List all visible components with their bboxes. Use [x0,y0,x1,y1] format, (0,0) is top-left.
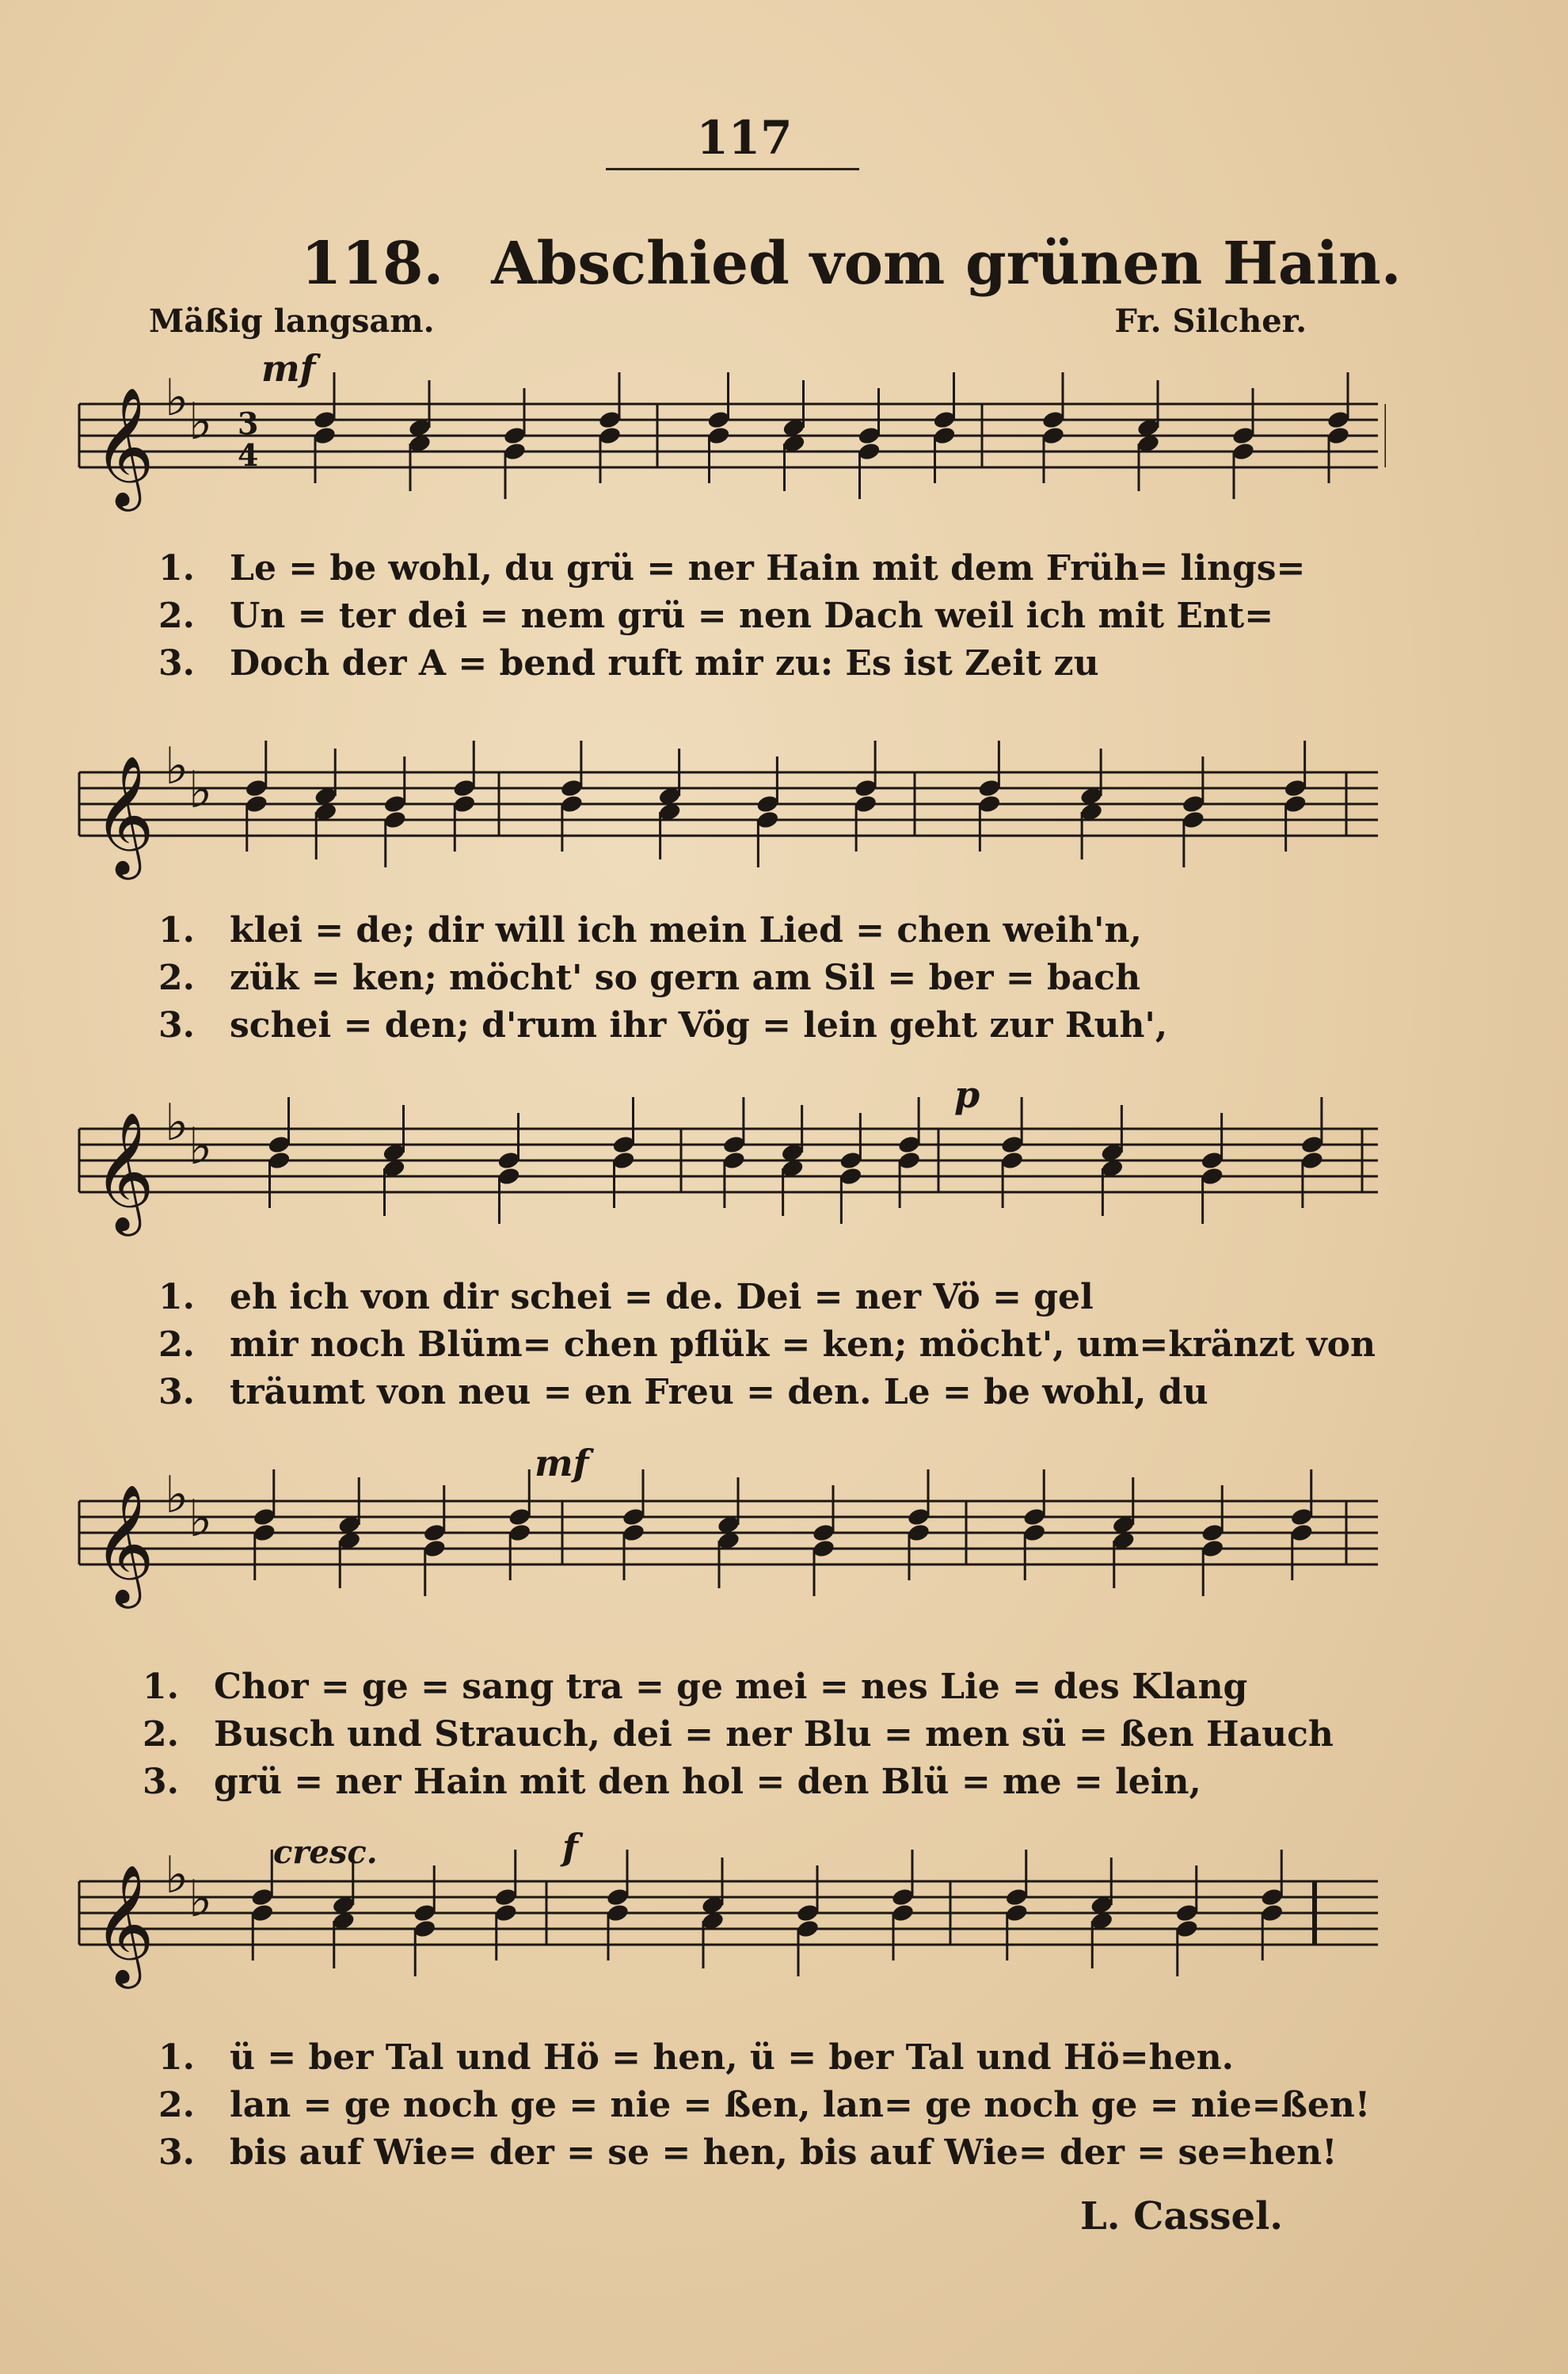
composer: Fr. Silcher. [1114,303,1307,340]
verse-number: 1. [158,1277,195,1317]
lyric-line [158,1369,1378,1416]
flat-icon: ♭ [165,372,189,428]
lyrics-system-5 [158,2034,1378,2177]
dynamic-p: p [954,1073,980,1116]
verse-number: 2. [158,1324,195,1365]
lyric-line [158,907,1378,955]
flat-icon: ♭ [165,741,189,796]
lyric-line [158,1321,1378,1369]
lyric-line [158,593,1378,640]
page-number: 117 [696,111,793,165]
verse-number: 2. [143,1714,179,1755]
verse-number: 1. [158,548,195,589]
treble-clef-icon: 𝄞 [93,1863,154,1983]
song-title-line [301,230,1402,298]
song-title: Abschied vom grünen Hain. [491,230,1402,298]
time-signature: 4 [238,437,259,473]
flat-icon: ♭ [165,1097,189,1153]
lyric-line [158,640,1378,688]
lyric-text: zük = ken; möcht' so gern am Sil = ber = bach [230,958,1141,998]
lyric-line [143,1711,1362,1759]
verse-number: 3. [158,643,195,684]
lyrics-system-1 [158,545,1378,688]
lyrics-system-4 [143,1663,1362,1806]
lyrics-system-3 [158,1274,1378,1416]
lyric-text: schei = den; d'rum ihr Vög = lein geht zur Ruh', [230,1005,1168,1046]
lyric-text: eh ich von dir schei = de. Dei = ner Vö = gel [230,1277,1094,1317]
flat-icon: ♭ [188,761,213,820]
verse-number: 1. [143,1667,179,1707]
treble-clef-icon: 𝄞 [93,1111,154,1231]
song-number: 118. [301,230,444,298]
lyric-text: Un = ter dei = nem grü = nen Dach weil ich mit Ent= [230,596,1274,636]
lyric-text: Busch und Strauch, dei = ner Blu = men sü = ßen Hauch [214,1714,1334,1755]
lyric-text: Doch der A = bend ruft mir zu: Es ist Zeit zu [230,643,1099,684]
lyric-text: ü = ber Tal und Hö = hen, ü = ber Tal und Hö=hen. [230,2037,1234,2078]
dynamic-cresc: cresc. [273,1834,378,1871]
lyric-line [158,2082,1378,2129]
lyric-text: Chor = ge = sang tra = ge mei = nes Lie = des Klang [214,1667,1248,1707]
lyric-line [143,1759,1362,1806]
lyricist: L. Cassel. [1079,2194,1283,2239]
music-staff-2 [71,741,1386,923]
dynamic-mf-2: mf [535,1442,589,1484]
music-staff-4 [71,1469,1386,1652]
flat-icon: ♭ [188,1490,213,1549]
treble-clef-icon: 𝄞 [93,386,154,506]
lyric-text: grü = ner Hain mit den hol = den Blü = me = lein, [214,1762,1201,1802]
lyric-line [158,1002,1378,1050]
music-staff-1 [71,372,1386,554]
verse-number: 2. [158,958,195,998]
lyrics-system-2 [158,907,1378,1050]
dynamic-f: f [562,1826,578,1869]
time-signature: 3 [238,406,259,441]
verse-number: 2. [158,2085,195,2125]
music-staff-5 [71,1850,1386,2032]
verse-number: 3. [158,1372,195,1412]
lyric-text: mir noch Blüm= chen pflük = ken; möcht', um=kränzt von [230,1324,1376,1365]
lyric-text: bis auf Wie= der = se = hen, bis auf Wie= der = se=hen! [230,2132,1338,2173]
music-staff-3 [71,1097,1386,1279]
verse-number: 3. [158,1005,195,1046]
lyric-line [158,2129,1378,2177]
page-number-rule [606,168,859,170]
flat-icon: ♭ [188,393,213,452]
flat-icon: ♭ [188,1870,213,1929]
verse-number: 3. [143,1762,179,1802]
verse-number: 1. [158,2037,195,2078]
tempo-marking: Mäßig langsam. [149,303,435,340]
flat-icon: ♭ [188,1118,213,1176]
dynamic-mf-1: mf [261,347,316,390]
lyric-line [158,955,1378,1002]
treble-clef-icon: 𝄞 [93,1483,154,1603]
lyric-text: klei = de; dir will ich mein Lied = chen weih'n, [230,910,1142,951]
verse-number: 3. [158,2132,195,2173]
lyric-line [143,1663,1362,1711]
flat-icon: ♭ [165,1850,189,1905]
lyric-line [158,545,1378,593]
lyric-line [158,1274,1378,1321]
lyric-text: Le = be wohl, du grü = ner Hain mit dem Früh= lings= [230,548,1306,589]
treble-clef-icon: 𝄞 [93,754,154,875]
lyric-text: lan = ge noch ge = nie = ßen, lan= ge noch ge = nie=ßen! [230,2085,1371,2125]
lyric-line [158,2034,1378,2082]
verse-number: 1. [158,910,195,951]
lyric-text: träumt von neu = en Freu = den. Le = be wohl, du [230,1372,1208,1412]
flat-icon: ♭ [165,1469,189,1525]
verse-number: 2. [158,596,195,636]
